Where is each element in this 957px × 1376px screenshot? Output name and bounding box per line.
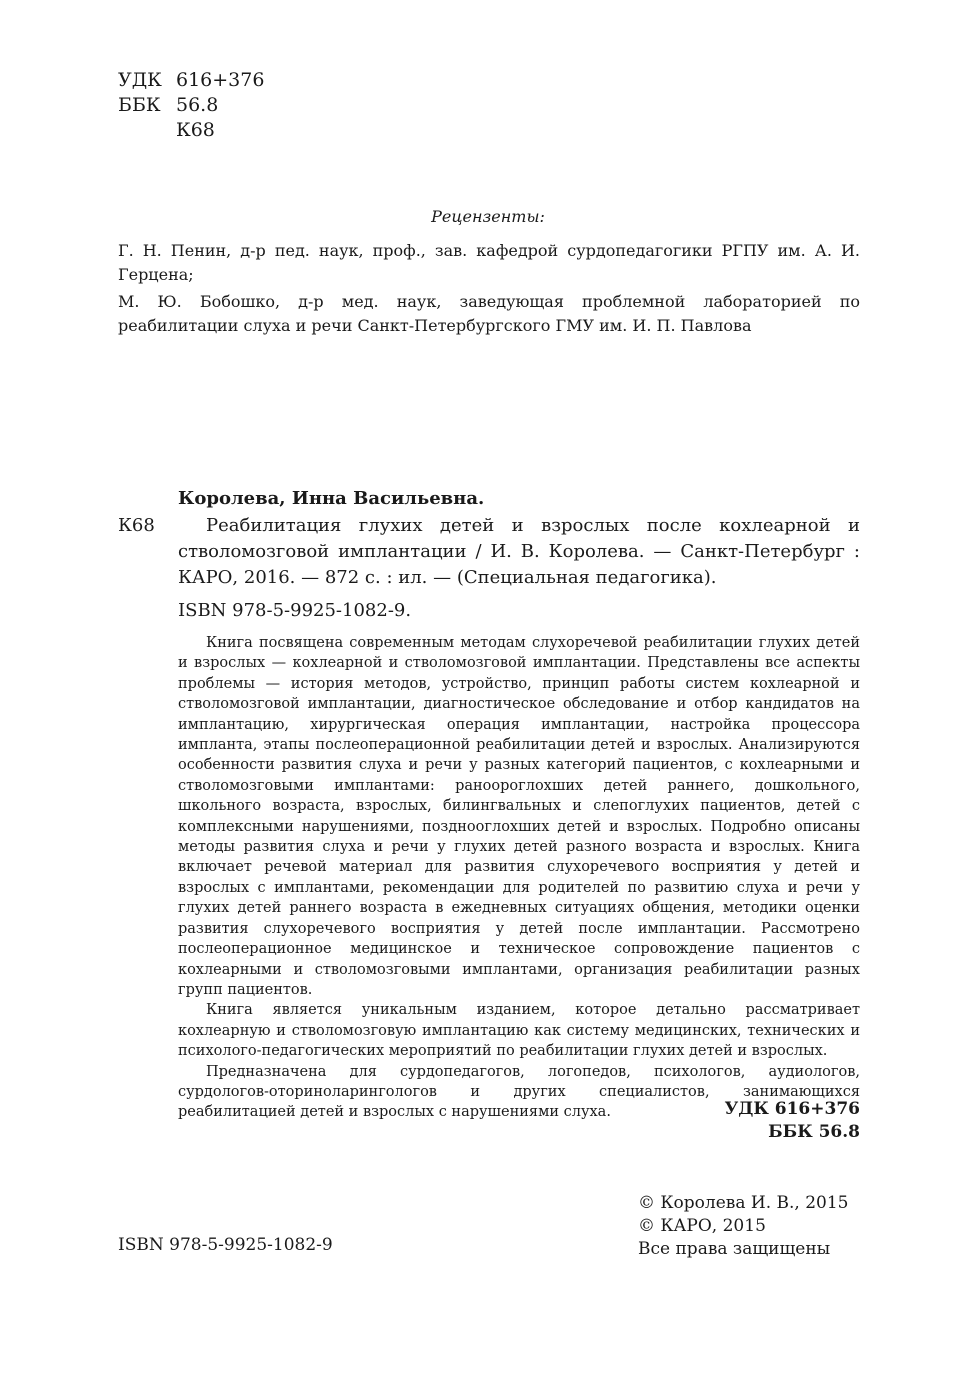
bbk-bottom: ББК 56.8	[768, 1122, 860, 1142]
copyright-publisher: © КАРО, 2015	[638, 1216, 766, 1236]
bbk-row	[118, 93, 264, 118]
catalog-author: Королева, Инна Васильевна.	[178, 488, 485, 509]
abstract-paragraph: Книга является уникальным изданием, которое детально рассматривает кохлеарную и стволомозговую имплантацию как систему медицинских, технических и психолого-педагогических мероприятий по реабилитации глухих детей и взрослых.	[178, 1002, 860, 1060]
abstract-paragraph: Книга посвящена современным методам слухоречевой реабилитации глухих детей и взрослых — кохлеарной и стволомозговой имплантации. Представлены все аспекты проблемы — история методов, устройство, принцип работы систем кохлеарной и стволомозговой имплантации, диагностическое обследование и отбор кандидатов на имплантацию, хирургическая операция имплантации, настройка процессора импланта, этапы послеоперационной реабилитации детей и взрослых. Анализируются особенности развития слуха и речи у разных категорий пациентов, с кохлеарными и стволомозговыми имплантами: раноороглохших детей раннего, дошкольного, школьного возраста, взрослых, билингвальных и слепоглухих пациентов, детей с комплексными нарушениями, позднооглохших детей и взрослых. Подробно описаны методы развития слуха и речи у глухих детей разного возраста и взрослых. Книга включает речевой материал для развития слухоречевого восприятия у детей и взрослых с имплантами, рекомендации для родителей по развитию слуха и речи у глухих детей раннего возраста в ежедневных ситуациях общения, методики оценки развития слухоречевого восприятия у детей после имплантации. Рассмотрено послеоперационное медицинское и техническое сопровождение пациентов с кохлеарными и стволомозговыми имплантами, организация реабилитации разных групп пациентов.	[178, 635, 860, 998]
reviewer-1: Г. Н. Пенин, д-р пед. наук, проф., зав. кафедрой сурдопедагогики РГПУ им. А. И. Герцена;	[118, 241, 860, 284]
udk-label: УДК	[118, 69, 162, 91]
rights-reserved: Все права защищены	[638, 1239, 831, 1259]
catalog-isbn: ISBN 978-5-9925-1082-9.	[178, 600, 412, 621]
author-mark-row	[118, 118, 264, 143]
reviewers-heading: Рецензенты:	[431, 207, 545, 226]
abstract-paragraph: Предназначена для сурдопедагогов, логопедов, психологов, аудиологов, сурдологов-оториноларингологов и других специалистов, занимающихся реабилитацией детей и взрослых с нарушениями слуха.	[178, 1063, 860, 1121]
author-mark: К68	[176, 119, 215, 141]
catalog-code: К68	[118, 515, 155, 536]
bbk-label: ББК	[118, 94, 161, 116]
abstract	[178, 633, 860, 1123]
classification-bottom	[724, 1098, 860, 1144]
catalog-entry: Реабилитация глухих детей и взрослых после кохлеарной и стволомозговой имплантации / И. В. Королева. — Санкт-Петербург : КАРО, 2016. — 872 с. : ил. — (Специальная педагогика).	[178, 515, 860, 588]
udk-bottom: УДК 616+376	[724, 1099, 860, 1119]
classification-block	[118, 68, 264, 143]
udk-value: 616+376	[176, 69, 265, 91]
copyright-author: © Королева И. В., 2015	[638, 1193, 849, 1213]
footer-isbn: ISBN 978-5-9925-1082-9	[118, 1235, 333, 1255]
copyright-block	[638, 1192, 848, 1261]
udk-row	[118, 68, 264, 93]
reviewer-2: М. Ю. Бобошко, д-р мед. наук, заведующая проблемной лабораторией по реабилитации слуха и речи Санкт-Петербургского ГМУ им. И. П. Павлова	[118, 292, 860, 335]
bbk-value: 56.8	[176, 94, 219, 116]
